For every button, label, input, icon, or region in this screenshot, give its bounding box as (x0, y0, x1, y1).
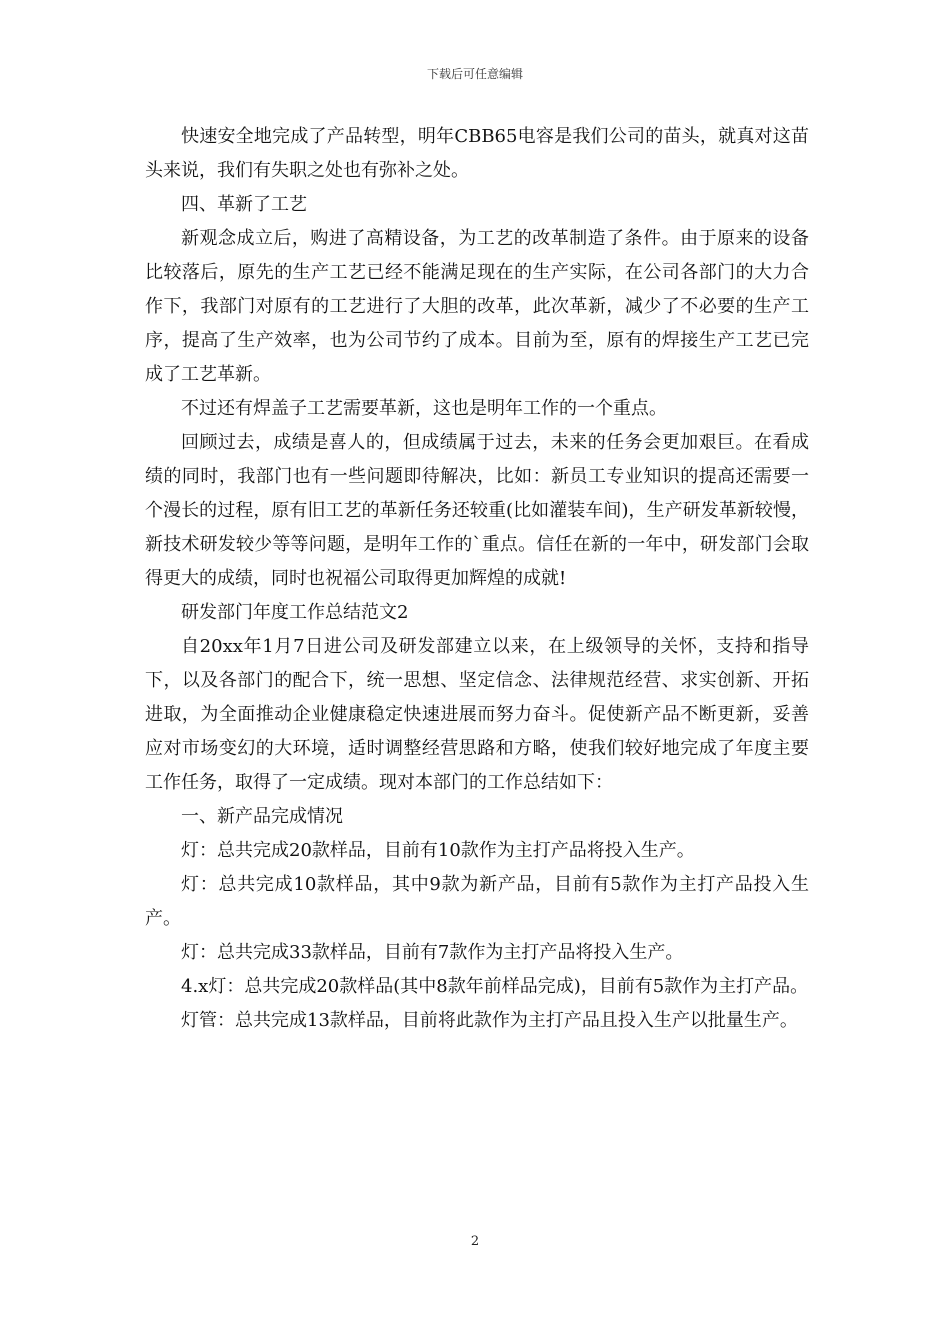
paragraph: 回顾过去，成绩是喜人的，但成绩属于过去，未来的任务会更加艰巨。在看成绩的同时，我部门也有一些问题即待解决，比如：新员工专业知识的提高还需要一个漫长的过程，原有旧工艺的革新任务还较重(比如灌装车间)，生产研发革新较慢，新技术研发较少等等问题，是明年工作的`重点。信任在新的一年中，研发部门会取得更大的成绩，同时也祝福公司取得更加辉煌的成就! (145, 432, 809, 589)
paragraph: 新观念成立后，购进了高精设备，为工艺的改革制造了条件。由于原来的设备比较落后，原先的生产工艺已经不能满足现在的生产实际，在公司各部门的大力合作下，我部门对原有的工艺进行了大胆的改革，此次革新，减少了不必要的生产工序，提高了生产效率，也为公司节约了成本。目前为至，原有的焊接生产工艺已完成了工艺革新。 (145, 228, 809, 385)
page-header: 下载后可任意编辑 (426, 67, 523, 81)
paragraph: 快速安全地完成了产品转型，明年CBB65电容是我们公司的苗头，就真对这苗头来说，我们有失职之处也有弥补之处。 (145, 126, 809, 181)
list-item: 灯管：总共完成13款样品，目前将此款作为主打产品且投入生产以批量生产。 (181, 1010, 798, 1031)
list-item: 灯：总共完成33款样品，目前有7款作为主打产品将投入生产。 (181, 942, 684, 963)
section-heading: 四、革新了工艺 (181, 194, 307, 215)
list-item: 灯：总共完成10款样品，其中9款为新产品，目前有5款作为主打产品投入生产。 (145, 874, 809, 929)
list-item: 4.x灯：总共完成20款样品(其中8款年前样品完成)，目前有5款作为主打产品。 (181, 976, 809, 997)
document-body (145, 120, 809, 1038)
list-item: 灯：总共完成20款样品，目前有10款作为主打产品将投入生产。 (181, 840, 695, 861)
section-heading: 一、新产品完成情况 (181, 806, 343, 827)
paragraph: 不过还有焊盖子工艺需要革新，这也是明年工作的一个重点。 (181, 398, 667, 419)
document-subtitle: 研发部门年度工作总结范文2 (181, 602, 409, 623)
page-number: 2 (470, 1234, 480, 1249)
paragraph: 自20xx年1月7日进公司及研发部建立以来，在上级领导的关怀，支持和指导下，以及各部门的配合下，统一思想、坚定信念、法律规范经营、求实创新、开拓进取，为全面推动企业健康稳定快速进展而努力奋斗。促使新产品不断更新，妥善应对市场变幻的大环境，适时调整经营思路和方略，使我们较好地完成了年度主要工作任务，取得了一定成绩。现对本部门的工作总结如下： (145, 636, 809, 793)
